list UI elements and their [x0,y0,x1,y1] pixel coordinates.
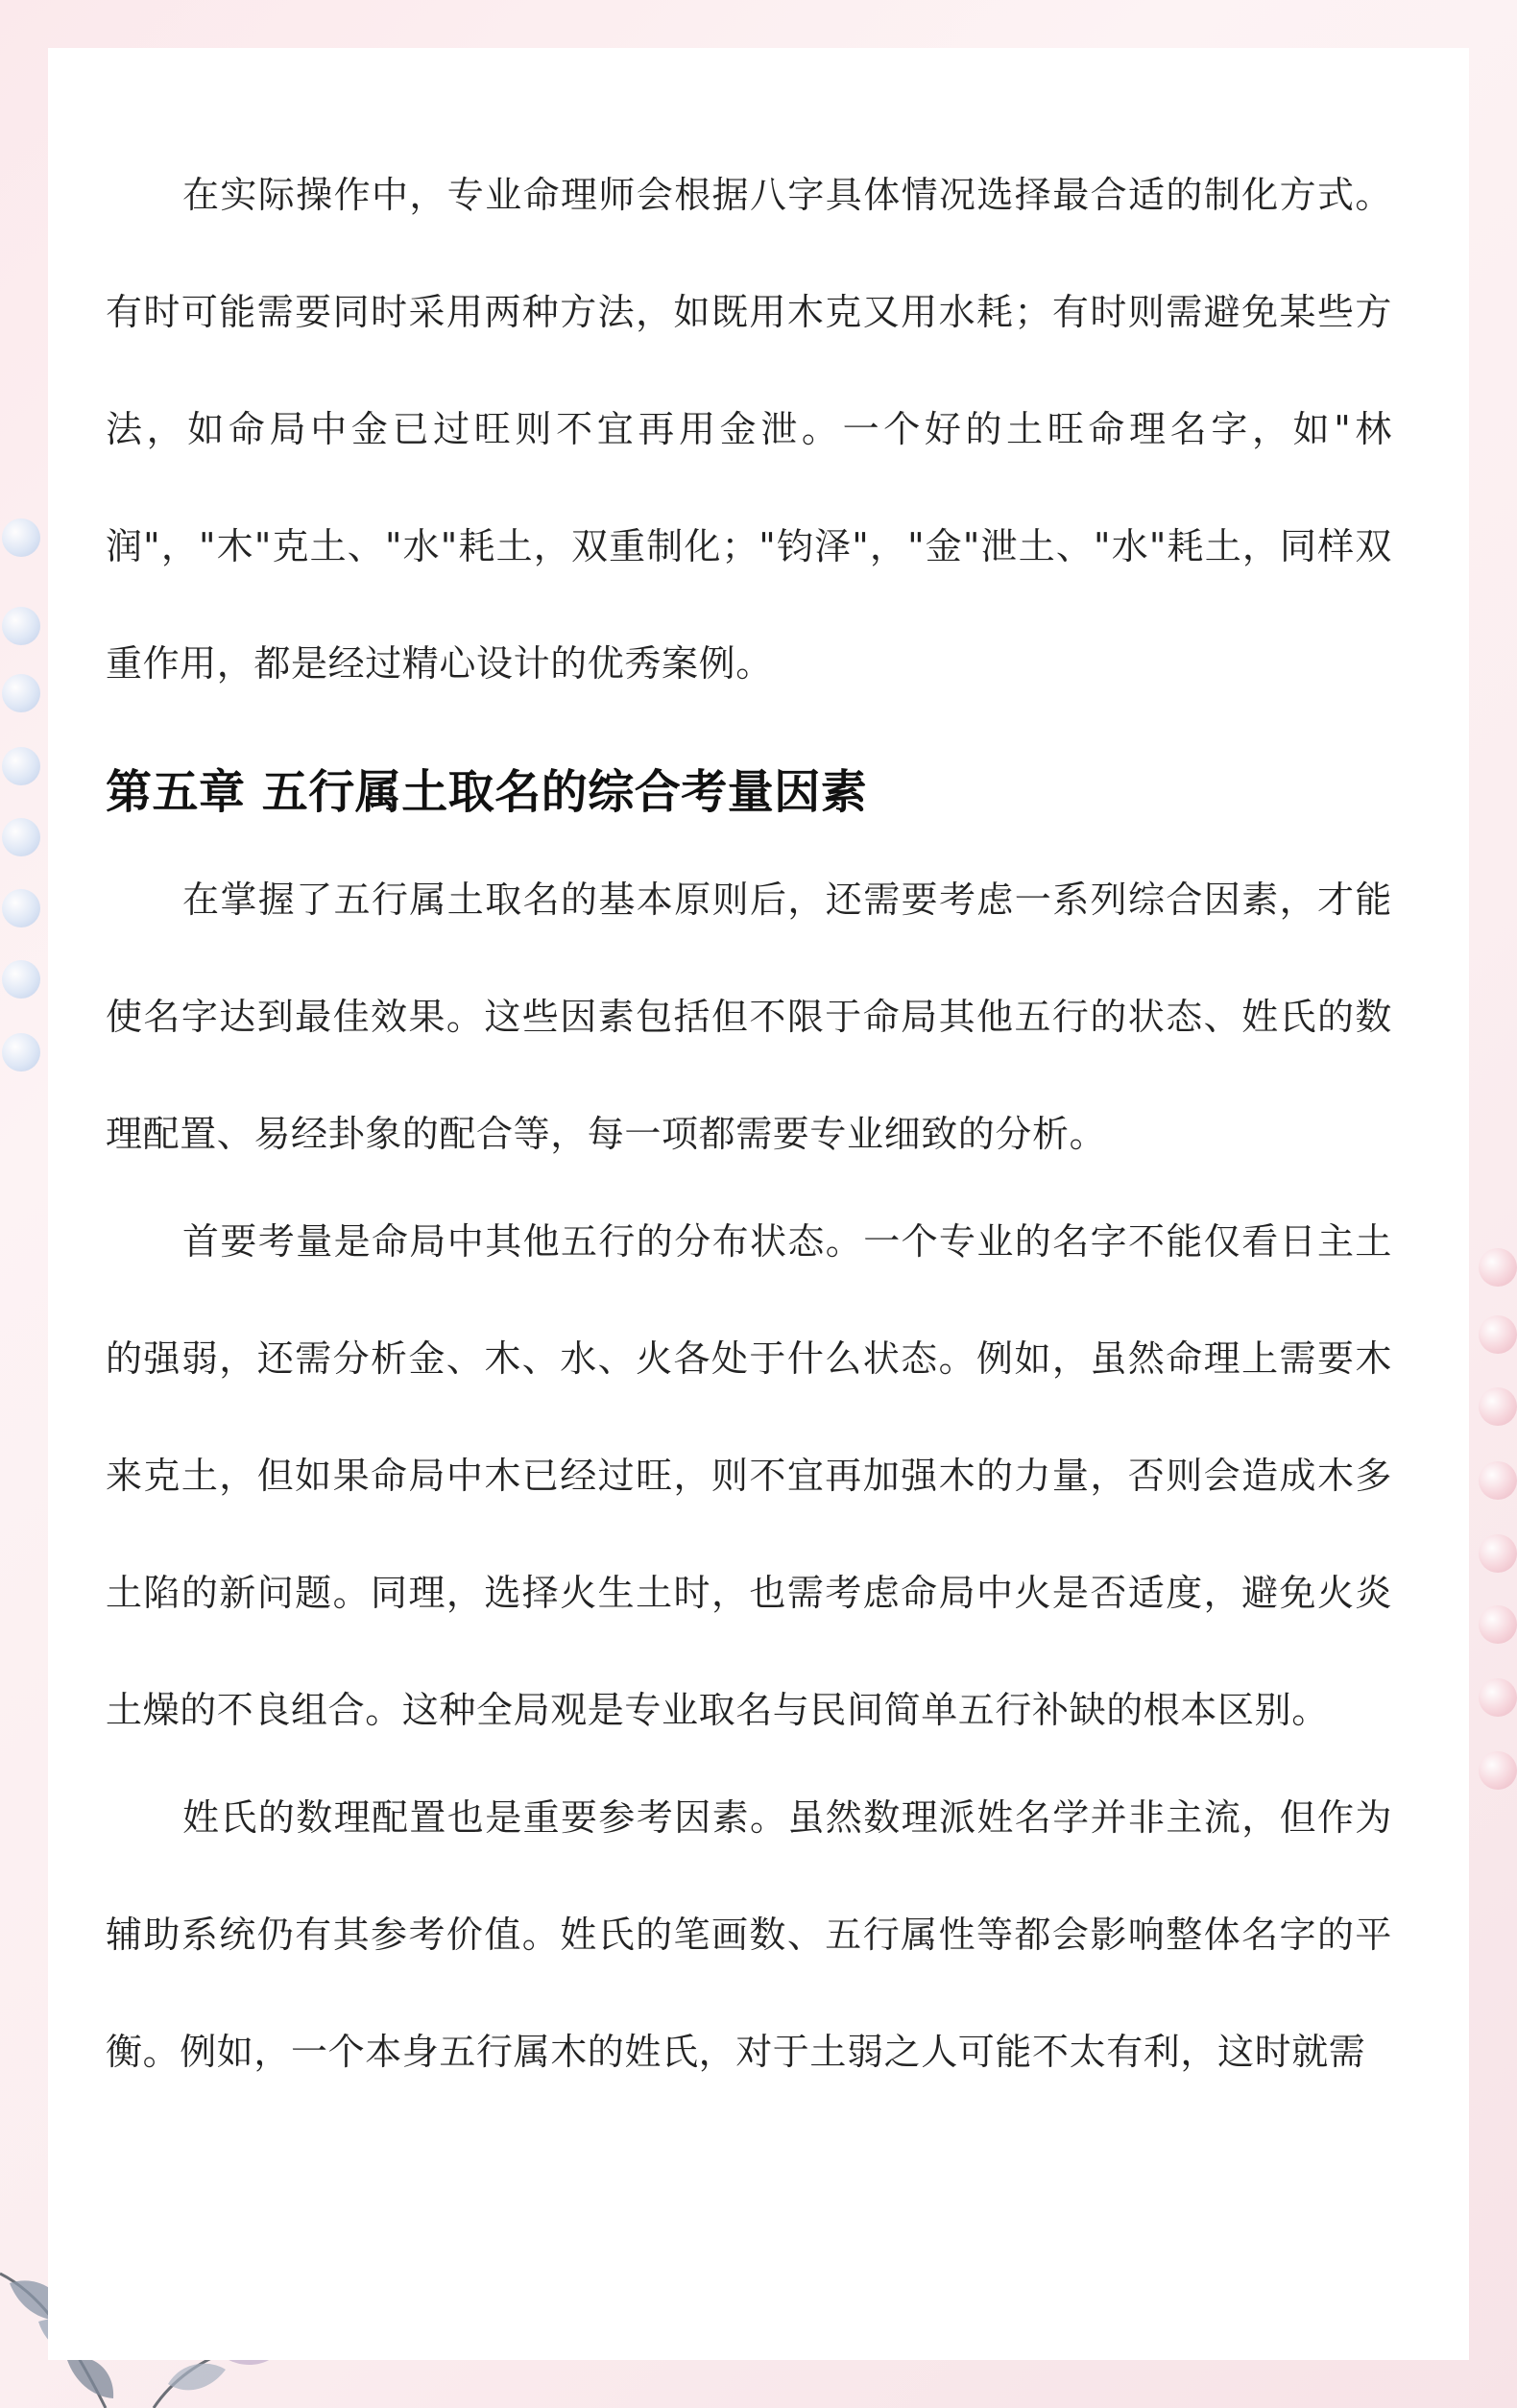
pearl-dot [1479,1248,1517,1287]
document-body [106,174,1392,2110]
paragraph: 在实际操作中，专业命理师会根据八字具体情况选择最合适的制化方式。有时可能需要同时采用两种方法，如既用木克又用水耗；有时则需避免某些方法，如命局中金已过旺则不宜再用金泄。一个好的土旺命理名字，如"林润"，"木"克土、"水"耗土，双重制化；"钧泽"，"金"泄土、"水"耗土，同样双重作用，都是经过精心设计的优秀案例。 [106,174,1392,685]
pearl-dot [2,1033,40,1072]
pearl-dot [1479,1751,1517,1790]
pearl-dot [2,607,40,645]
pearl-dot [2,889,40,927]
chapter-title: 第五章 五行属土取名的综合考量因素 [106,765,868,819]
pearl-dot [1479,1315,1517,1354]
pearl-dot [1479,1387,1517,1426]
paragraph: 姓氏的数理配置也是重要参考因素。虽然数理派姓名学并非主流，但作为辅助系统仍有其参考价值。姓氏的笔画数、五行属性等都会影响整体名字的平衡。例如，一个本身五行属木的姓氏，对于土弱之人可能不太有利，这时就需 [106,1796,1392,2073]
pearl-dot [2,674,40,712]
pearl-dot [2,747,40,785]
pearl-dot [2,960,40,999]
pearl-dot [2,818,40,856]
paragraph: 首要考量是命局中其他五行的分布状态。一个专业的名字不能仅看日主土的强弱，还需分析金、木、水、火各处于什么状态。例如，虽然命理上需要木来克土，但如果命局中木已经过旺，则不宜再加强木的力量，否则会造成木多土陷的新问题。同理，选择火生土时，也需考虑命局中火是否适度，避免火炎土燥的不良组合。这种全局观是专业取名与民间简单五行补缺的根本区别。 [106,1220,1392,1731]
pearl-dot [1479,1461,1517,1500]
pearl-dot [1479,1534,1517,1573]
paragraph: 在掌握了五行属土取名的基本原则后，还需要考虑一系列综合因素，才能使名字达到最佳效果。这些因素包括但不限于命局其他五行的状态、姓氏的数理配置、易经卦象的配合等，每一项都需要专业细致的分析。 [106,879,1392,1155]
document-page [48,48,1469,2360]
pearl-dot [1479,1605,1517,1644]
pearl-dot [2,518,40,557]
pearl-dot [1479,1678,1517,1717]
